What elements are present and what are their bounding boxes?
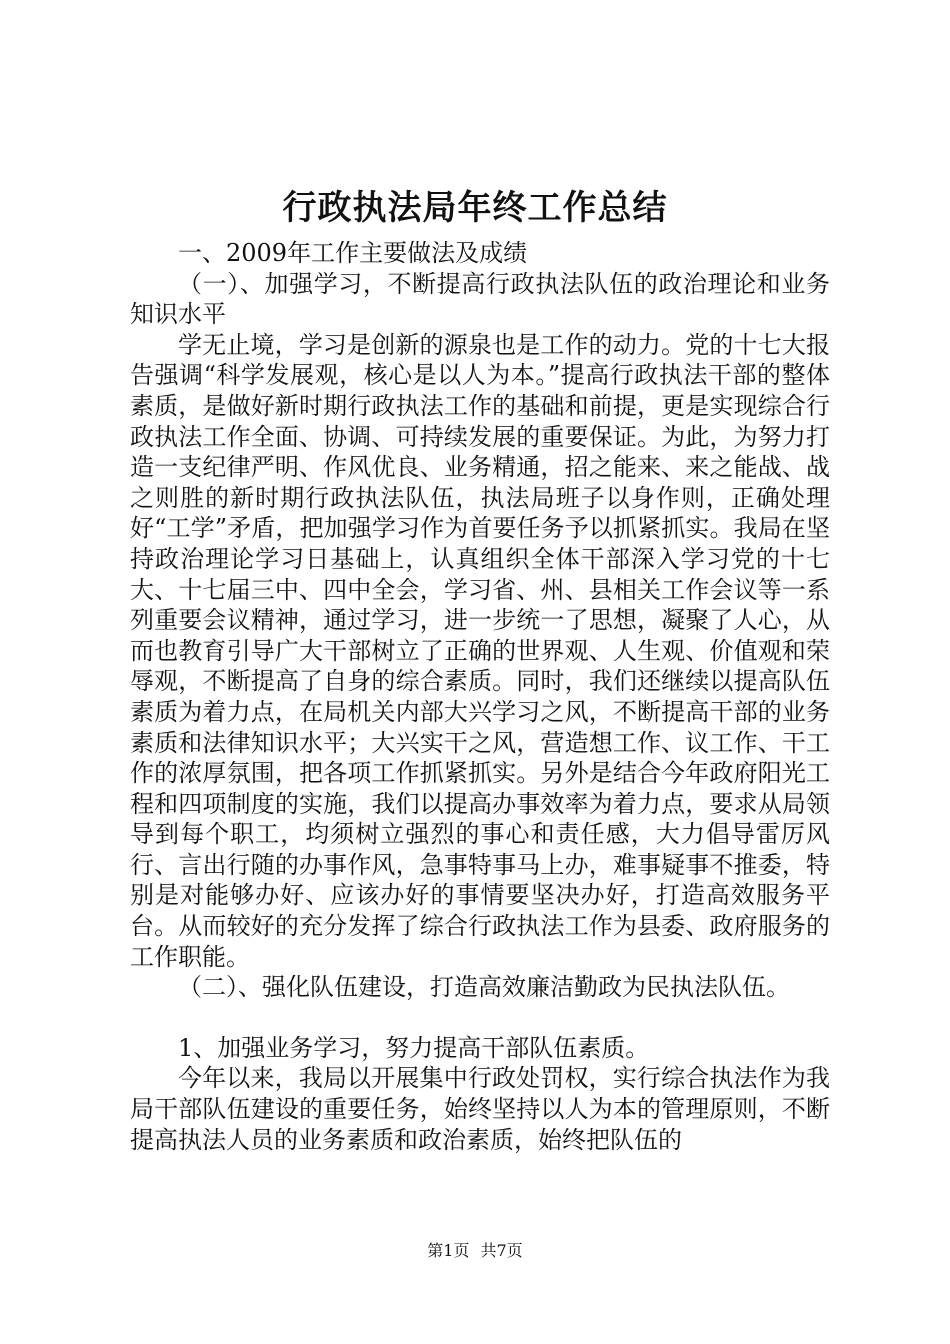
document-title: 行政执法局年终工作总结 <box>282 188 668 228</box>
page-footer <box>0 1240 950 1262</box>
page-total: 共7页 <box>480 1241 523 1260</box>
paragraph-2: 今年以来，我局以开展集中行政处罚权，实行综合执法作为我局干部队伍建设的重要任务，始终坚持以人为本的管理原则，不断提高执法人员的业务素质和政治素质，始终把队伍的 <box>130 1064 830 1154</box>
item-heading-1: 1、加强业务学习，努力提高干部队伍素质。 <box>178 1033 650 1062</box>
section-heading-1: 一、2009年工作主要做法及成绩 <box>178 239 528 267</box>
paragraph-gap <box>130 1003 830 1033</box>
paragraph-1: 学无止境，学习是创新的源泉也是工作的动力。党的十七大报告强调“科学发展观，核心是以人为本。”提高行政执法干部的整体素质，是做好新时期行政执法工作的基础和前提，更是实现综合行政执法工作全面、协调、可持续发展的重要保证。为此，为努力打造一支纪律严明、作风优良、业务精通，招之能来、来之能战、战之则胜的新时期行政执法队伍，执法局班子以身作则，正确处理好“工学”矛盾，把加强学习作为首要任务予以抓紧抓实。我局在坚持政治理论学习日基础上，认真组织全体干部深入学习党的十七大、十七届三中、四中全会，学习省、州、县相关工作会议等一系列重要会议精神，通过学习，进一步统一了思想，凝聚了人心，从而也教育引导广大干部树立了正确的世界观、人生观、价值观和荣辱观，不断提高了自身的综合素质。同时，我们还继续以提高队伍素质为着力点，在局机关内部大兴学习之风，不断提高干部的业务素质和法律知识水平；大兴实干之风，营造想工作、议工作、干工作的浓厚氛围，把各项工作抓紧抓实。另外是结合今年政府阳光工程和四项制度的实施，我们以提高办事效率为着力点，要求从局领导到每个职工，均须树立强烈的事心和责任感，大力倡导雷厉风行、言出行随的办事作风，急事特事马上办，难事疑事不推委，特别是对能够办好、应该办好的事情要坚决办好，打造高效服务平台。从而较好的充分发挥了综合行政执法工作为县委、政府服务的工作职能。 <box>130 330 830 971</box>
page-number: 第1页 <box>427 1241 470 1260</box>
subsection-heading-1: （一）、加强学习，不断提高行政执法队伍的政治理论和业务知识水平 <box>130 269 830 329</box>
subsection-heading-2: （二）、强化队伍建设，打造高效廉洁勤政为民执法队伍。 <box>178 973 790 1002</box>
document-body <box>130 238 830 1155</box>
